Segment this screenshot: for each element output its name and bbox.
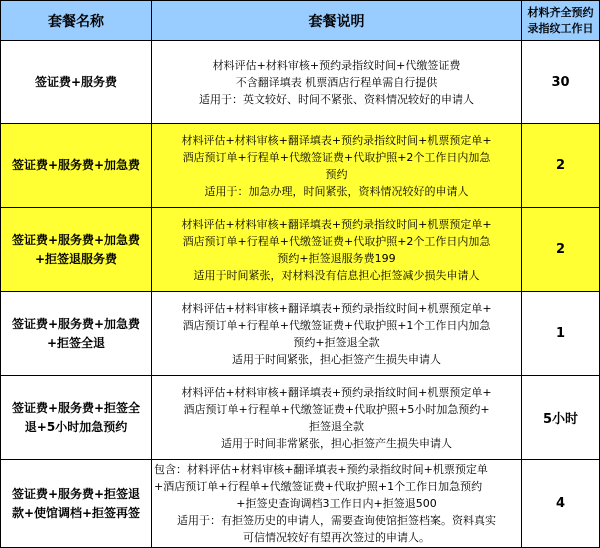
header-working-days-line2: 录指纹工作日 (527, 21, 594, 35)
working-days-cell: 2 (522, 208, 600, 292)
description-line: 适用于时间非常紧张，担心拒签产生损失申请人 (221, 436, 452, 450)
description-line: 适用于：英文较好、时间不紧张、资料情况较好的申请人 (199, 92, 474, 106)
description-line: 预约+拒签退全款 (293, 335, 380, 349)
package-name-line: 签证费+服务费+拒签退 (11, 486, 141, 501)
description-line: 适用于时间紧张，对材料没有信息担心拒签减少损失申请人 (193, 268, 480, 282)
table-row (1, 124, 600, 208)
description-line: 拒签退全款 (309, 419, 364, 433)
package-name-line: +拒签退服务费 (34, 251, 118, 266)
package-description-cell (152, 41, 522, 124)
table-row (1, 292, 600, 376)
description-line: 材料评估+材料审核+预约录指纹时间+代缴签证费 (212, 58, 461, 72)
working-days-cell: 2 (522, 124, 600, 208)
package-name-line: 签证费+服务费+加急费 (11, 232, 141, 247)
table-row (1, 41, 600, 124)
description-line: +拒签史查询调档3工作日内+拒签退500 (236, 497, 437, 510)
package-description-cell (152, 124, 522, 208)
description-line: 可信情况较好有望再次签过的申请人。 (243, 531, 430, 544)
package-description-cell (152, 292, 522, 376)
header-row (1, 1, 600, 41)
package-description-cell (152, 376, 522, 460)
description-line: 材料评估+材料审核+翻译填表+预约录指纹时间+机票预定单+ (181, 217, 492, 231)
package-name-cell (1, 208, 152, 292)
description-line: 预约 (325, 167, 348, 181)
header-working-days-line1: 材料齐全预约 (527, 5, 594, 19)
description-line: 酒店预订单+行程单+代缴签证费+代取护照+2个工作日内加急 (182, 150, 491, 164)
working-days-cell: 30 (522, 41, 600, 124)
package-name-cell (1, 292, 152, 376)
package-name-line: 签证费+服务费+拒签全 (11, 400, 141, 415)
description-line: 材料评估+材料审核+翻译填表+预约录指纹时间+机票预定单+ (181, 133, 492, 147)
package-name-cell (1, 460, 152, 548)
header-working-days (522, 1, 600, 41)
description-line: +酒店预订单+行程单+代缴签证费+代取护照+1个工作日加急预约 (154, 480, 483, 493)
package-description-cell (152, 460, 522, 548)
description-line: 包含：材料评估+材料审核+翻译填表+预约录指纹时间+机票预定单 (154, 463, 488, 476)
working-days-cell: 5小时 (522, 376, 600, 460)
package-name-cell (1, 41, 152, 124)
header-package-name: 套餐名称 (1, 1, 152, 41)
description-line: 适用于时间紧张，担心拒签产生损失申请人 (232, 352, 441, 366)
working-days-cell: 4 (522, 460, 600, 548)
table-row (1, 460, 600, 548)
description-line: 酒店预订单+行程单+代缴签证费+代取护照+5小时加急预约+ (183, 402, 490, 416)
description-line: 适用于：有拒签历史的申请人，需要查询使馆拒签档案。资料真实 (177, 514, 496, 527)
package-name-line: 签证费+服务费+加急费 (11, 316, 141, 331)
header-package-description: 套餐说明 (152, 1, 522, 41)
package-name-line: 签证费+服务费+加急费 (11, 158, 141, 172)
package-name-line: +拒签全退 (46, 335, 106, 350)
table-row (1, 208, 600, 292)
package-name-line: 退+5小时加急预约 (24, 419, 128, 434)
package-name-line: 款+使馆调档+拒签再签 (11, 505, 141, 520)
description-line: 材料评估+材料审核+翻译填表+预约录指纹时间+机票预定单+ (181, 385, 492, 399)
description-line: 适用于：加急办理，时间紧张，资料情况较好的申请人 (204, 184, 469, 198)
description-line: 酒店预订单+行程单+代缴签证费+代取护照+2个工作日内加急 (182, 234, 491, 248)
package-name-cell (1, 124, 152, 208)
description-line: 不含翻译填表 机票酒店行程单需自行提供 (235, 75, 438, 89)
working-days-cell: 1 (522, 292, 600, 376)
package-name-line: 签证费+服务费 (34, 74, 118, 89)
package-description-cell (152, 208, 522, 292)
table-row (1, 376, 600, 460)
description-line: 预约+拒签退服务费199 (277, 251, 396, 265)
description-line: 酒店预订单+行程单+代缴签证费+代取护照+1个工作日内加急 (182, 318, 491, 332)
package-name-cell (1, 376, 152, 460)
description-line: 材料评估+材料审核+翻译填表+预约录指纹时间+机票预定单+ (181, 301, 492, 315)
